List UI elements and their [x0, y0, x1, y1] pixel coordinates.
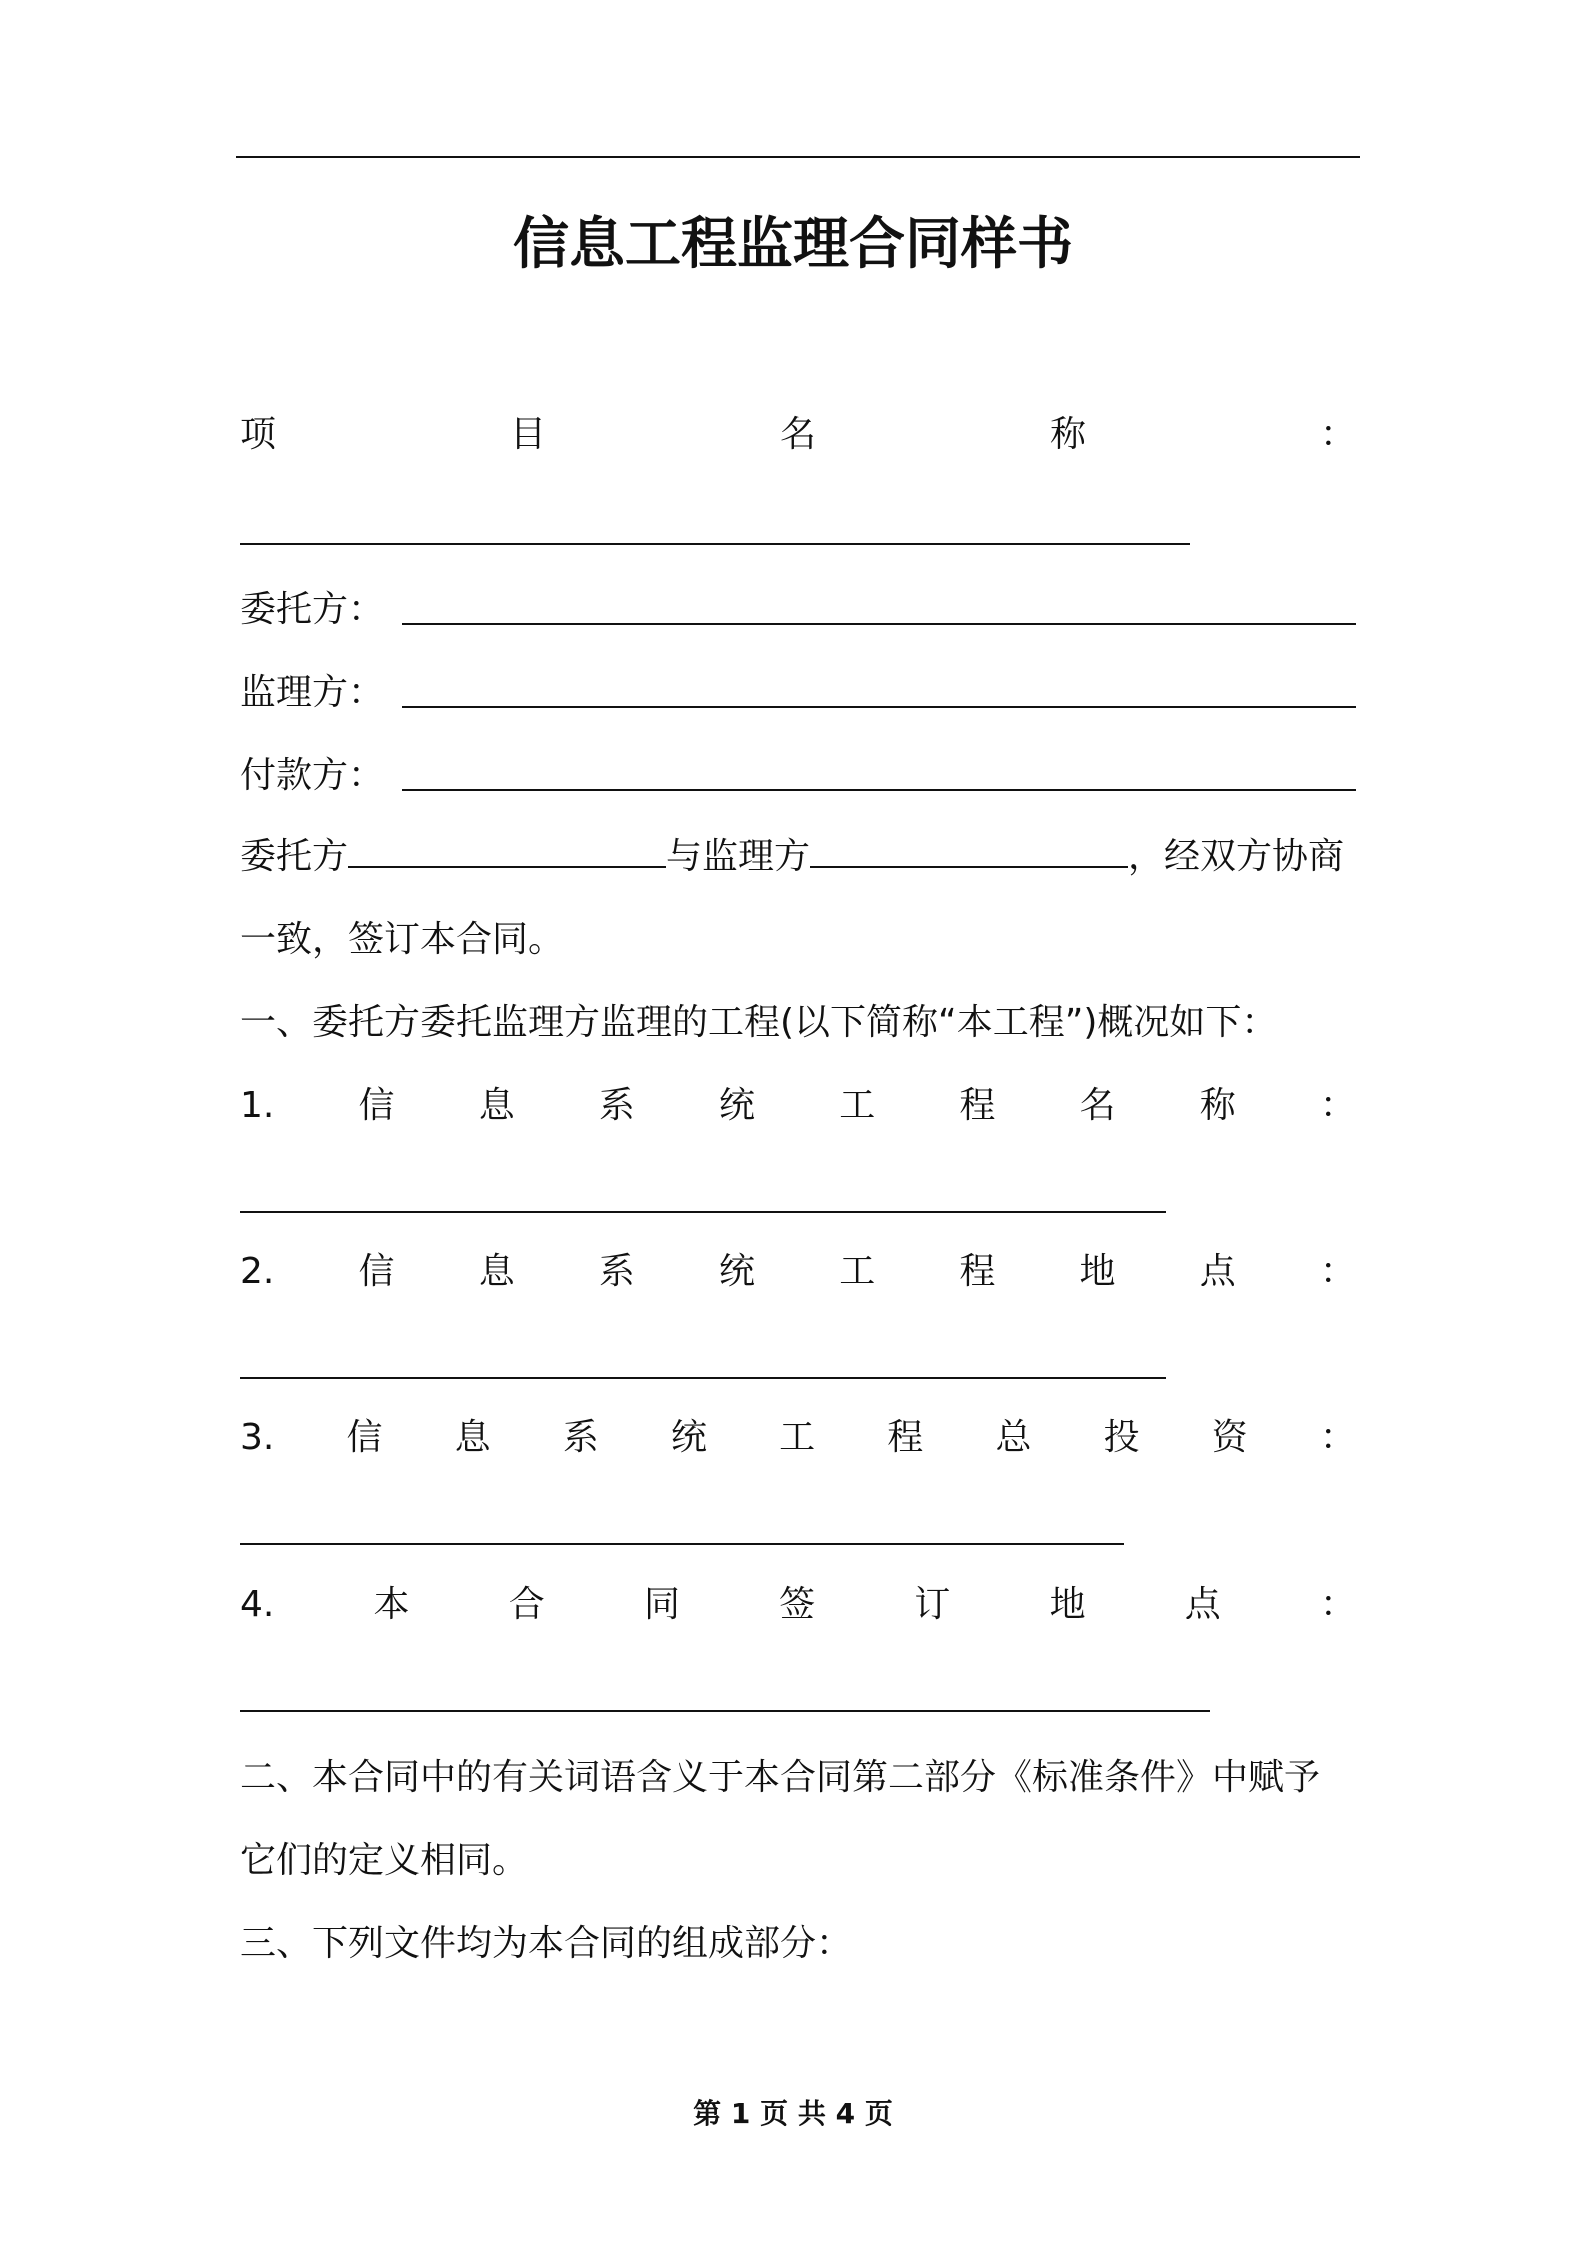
section-2-line-1: 二、本合同中的有关词语含义于本合同第二部分《标准条件》中赋予	[240, 1757, 1321, 1798]
section-2-line-2: 它们的定义相同。	[240, 1840, 529, 1881]
item-2-label	[240, 1247, 1356, 1297]
client-field	[240, 585, 1356, 635]
item-2-blank[interactable]	[240, 1377, 1166, 1379]
item-4-char: 4.	[240, 1584, 275, 1625]
item-4-char: 订	[914, 1584, 951, 1625]
item-1-label	[240, 1081, 1356, 1131]
item-2-char: 2.	[240, 1251, 275, 1292]
item-1-char: 系	[598, 1085, 635, 1126]
item-2-char: 程	[959, 1251, 996, 1292]
page-footer: 第 1 页 共 4 页	[693, 2097, 893, 2130]
item-2-char: 地	[1079, 1251, 1116, 1292]
item-4-char: 签	[779, 1584, 816, 1625]
item-1-char: 称	[1199, 1085, 1236, 1126]
item-1-char: 程	[959, 1085, 996, 1126]
item-3-blank[interactable]	[240, 1543, 1124, 1545]
item-4-char: 同	[643, 1584, 680, 1625]
item-3-char: 系	[562, 1417, 599, 1458]
payer-field	[240, 751, 1356, 801]
item-3-char: 总	[995, 1417, 1032, 1458]
supervisor-field	[240, 668, 1356, 718]
item-1-blank[interactable]	[240, 1211, 1166, 1213]
project-name-char: 项	[240, 414, 277, 455]
item-3-char: 资	[1211, 1417, 1248, 1458]
project-name-blank[interactable]	[240, 543, 1190, 545]
item-2-char: 息	[478, 1251, 515, 1292]
item-4-char: 地	[1049, 1584, 1086, 1625]
item-2-char: 信	[358, 1251, 395, 1292]
item-1-char: 1.	[240, 1085, 275, 1126]
item-2-char: 系	[598, 1251, 635, 1292]
agreement-part-2: 与监理方	[666, 836, 811, 877]
header-rule	[236, 156, 1360, 158]
item-2-char: 点	[1199, 1251, 1236, 1292]
item-2-char: 统	[719, 1251, 756, 1292]
project-name-char: 名	[779, 414, 816, 455]
project-name-char: 目	[509, 414, 546, 455]
agreement-line-1	[240, 832, 1356, 882]
supervisor-label: 监理方：	[240, 672, 385, 713]
item-4-char: 本	[373, 1584, 410, 1625]
project-name-char: ：	[1319, 414, 1356, 455]
item-1-char: 统	[719, 1085, 756, 1126]
item-3-char: 息	[454, 1417, 491, 1458]
item-4-char: 点	[1184, 1584, 1221, 1625]
supervisor-blank[interactable]	[402, 678, 1356, 708]
section-1-heading: 一、委托方委托监理方监理的工程(以下简称“本工程”)概况如下：	[240, 1002, 1278, 1043]
item-4-char: 合	[508, 1584, 545, 1625]
item-2-char: ：	[1319, 1251, 1356, 1292]
agreement-part-1: 委托方	[240, 836, 349, 877]
client-name-blank[interactable]	[348, 832, 666, 868]
client-label: 委托方：	[240, 589, 385, 630]
project-name-label	[240, 410, 1356, 460]
item-3-char: 信	[346, 1417, 383, 1458]
item-1-char: 息	[478, 1085, 515, 1126]
item-1-char: 信	[358, 1085, 395, 1126]
item-3-char: 3.	[240, 1417, 275, 1458]
item-4-label	[240, 1580, 1356, 1630]
item-3-char: ：	[1319, 1417, 1356, 1458]
item-2-char: 工	[839, 1251, 876, 1292]
payer-label: 付款方：	[240, 755, 385, 796]
client-blank[interactable]	[402, 595, 1356, 625]
item-3-char: 统	[670, 1417, 707, 1458]
agreement-part-3: ，经双方协商	[1128, 836, 1345, 877]
document-title: 信息工程监理合同样书	[513, 212, 1073, 277]
agreement-line-2: 一致，签订本合同。	[240, 919, 565, 960]
item-1-char: 工	[839, 1085, 876, 1126]
section-3-heading: 三、下列文件均为本合同的组成部分：	[240, 1923, 853, 1964]
supervisor-name-blank[interactable]	[810, 832, 1128, 868]
item-1-char: 名	[1079, 1085, 1116, 1126]
item-3-char: 投	[1103, 1417, 1140, 1458]
item-3-label	[240, 1413, 1356, 1463]
item-1-char: ：	[1319, 1085, 1356, 1126]
item-4-blank[interactable]	[240, 1710, 1210, 1712]
project-name-char: 称	[1049, 414, 1086, 455]
item-4-char: ：	[1319, 1584, 1356, 1625]
payer-blank[interactable]	[402, 761, 1356, 791]
item-3-char: 程	[887, 1417, 924, 1458]
item-3-char: 工	[779, 1417, 816, 1458]
